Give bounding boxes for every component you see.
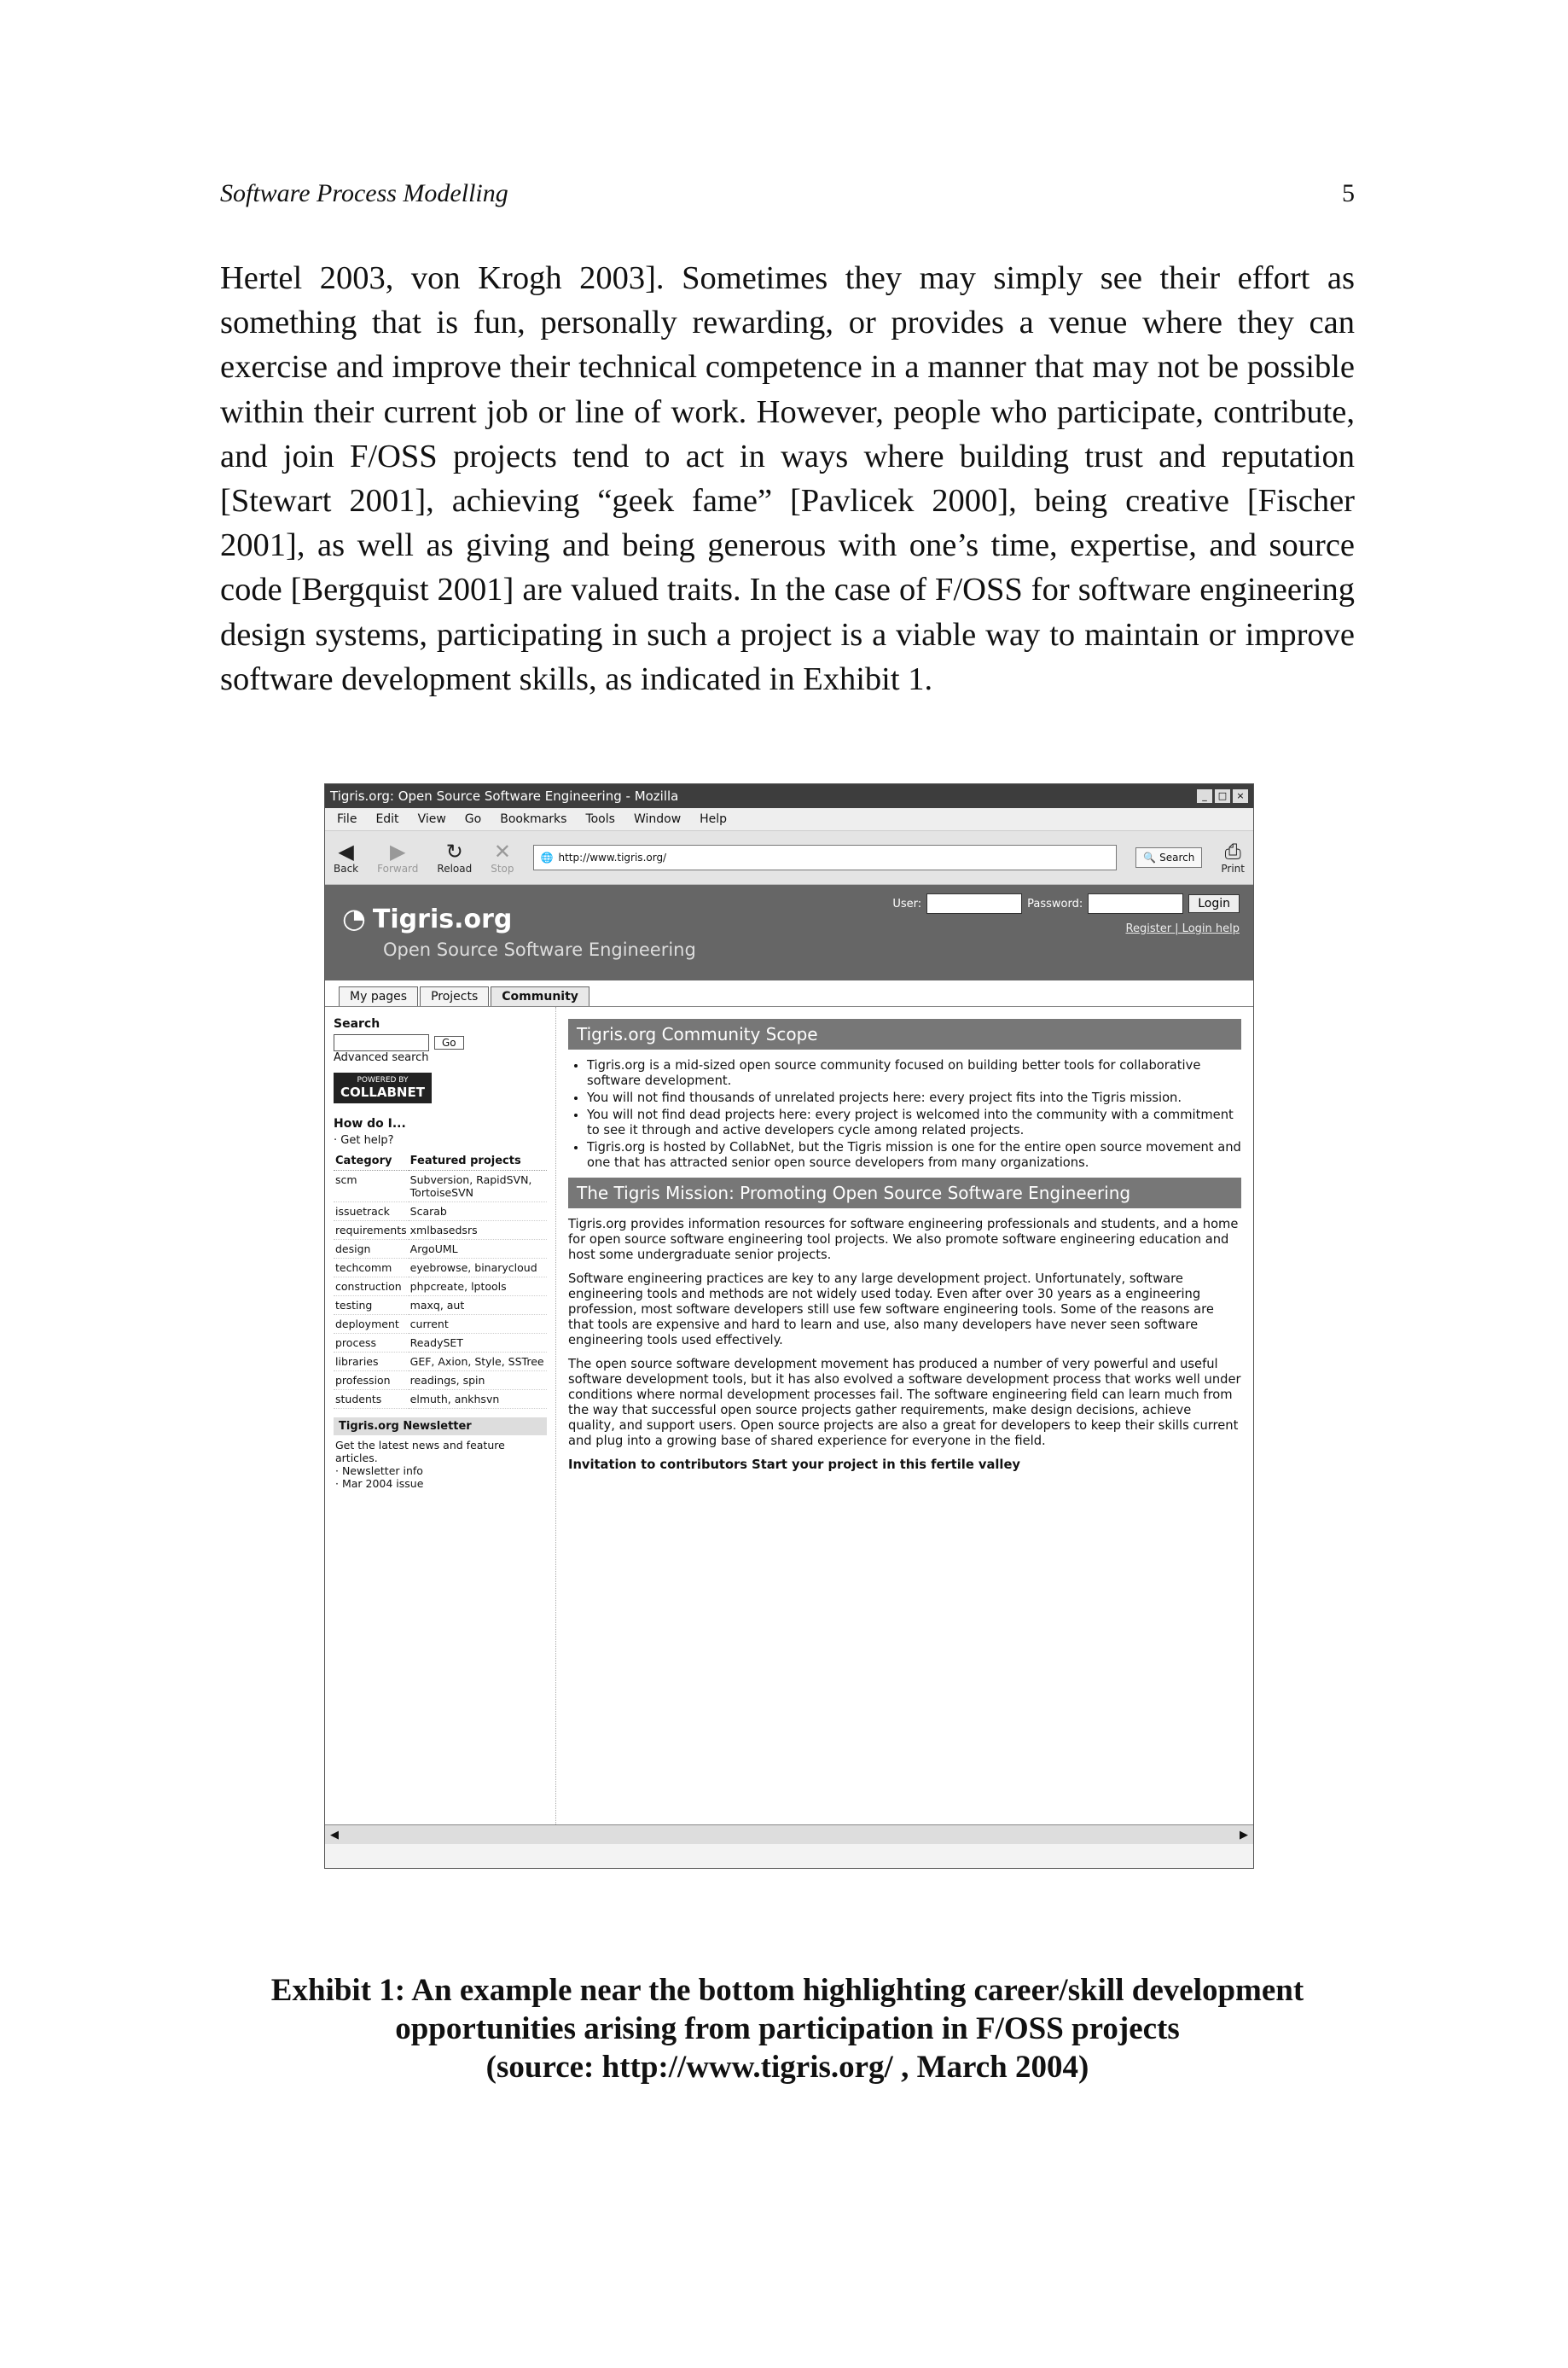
search-icon: 🔍 [1143,852,1157,864]
get-help-link[interactable]: · Get help? [334,1134,394,1147]
scope-heading: Tigris.org Community Scope [568,1019,1241,1050]
search-button[interactable]: 🔍 Search [1135,847,1202,868]
advanced-search-link[interactable]: Advanced search [334,1051,429,1064]
how-do-i-heading: How do I... [334,1117,406,1131]
menu-help[interactable]: Help [700,812,728,826]
invitation-link[interactable]: Invitation to contributors Start your project in this fertile valley [568,1457,1021,1472]
maximize-icon[interactable]: □ [1215,789,1230,803]
search-input[interactable] [334,1034,429,1051]
tab-community[interactable]: Community [491,986,589,1006]
newsletter-info-link[interactable]: · Newsletter info [335,1464,423,1477]
exhibit-screenshot [324,783,1254,1869]
site-banner [325,885,1253,980]
table-row: students elmuth, ankhsvn [334,1390,547,1409]
print-button[interactable]: ⎙ Print [1221,840,1245,875]
mission-paragraph: Software engineering practices are key to any large development project. Unfortunately, software engineering tools and methods are not widely used today. Even after over 30 years as a engineering profession, most software developers still use few software engineering tools. Some of the reasons are that tools are expensive and hard to learn and use, also many developers have never seen software engineering tools used effectively. [568,1271,1214,1347]
table-row: requirements xmlbasedsrs [334,1221,547,1240]
page-number: 5 [1342,179,1355,207]
main-content [556,1007,1253,1824]
back-button[interactable]: ◀ Back [334,840,359,875]
table-row: testing maxq, aut [334,1296,547,1315]
tigris-logo-icon: ◔ [342,902,366,934]
menu-go[interactable]: Go [464,812,482,826]
reload-icon: ↻ [445,840,463,864]
user-input[interactable] [926,893,1022,914]
back-arrow-icon: ◀ [338,840,354,864]
window-title: Tigris.org: Open Source Software Engineering - Mozilla [330,788,679,804]
table-row: profession readings, spin [334,1371,547,1390]
login-button[interactable]: Login [1188,894,1240,913]
stop-button[interactable]: ✕ Stop [491,840,514,875]
scroll-left-icon[interactable]: ◀ [330,1828,339,1841]
table-row: scm Subversion, RapidSVN, TortoiseSVN [334,1171,547,1202]
figure-caption: Exhibit 1: An example near the bottom highlighting career/skill development opportunities arising from participation in F/OSS projects (source: http://www.tigris.org/ , March 2004) [270,1973,1304,2085]
horizontal-scrollbar[interactable] [325,1824,1253,1844]
reload-button[interactable]: ↻ Reload [437,840,473,875]
mission-paragraph: The open source software development movement has produced a number of very powerful and useful software development tools, but it has also evolved a software development process that works well under conditions where normal development processes fail. The software engineering field can learn much from the way that successful open source projects gather requirements, make design decisions, achieve quality, and support users. Open source projects are also a great for developers to keep their skills current and plug into a growing base of shared experience for everyone in the field. [568,1357,1241,1448]
site-logo[interactable]: ◔ Tigris.org [342,902,513,934]
site-tabs [325,980,1253,1007]
category-table [334,1152,547,1409]
register-links[interactable]: Register | Login help [1125,922,1240,935]
table-row: techcomm eyebrowse, binarycloud [334,1259,547,1277]
body-paragraph: Hertel 2003, von Krogh 2003]. Sometimes they may simply see their effort as something that is fun, personally rewarding, or provides a venue where they can exercise and improve their technical competence in a manner that may not be possible within their current job or line of work. However, people who participate, contribute, and join F/OSS projects tend to act in ways where building trust and reputation [Stewart 2001], achieving “geek fame” [Pavlicek 2000], being creative [Fischer 2001], as well as giving and being generous with one’s time, expertise, and source code [Bergquist 2001] are valued traits. In the case of F/OSS for software engineering design systems, participating in such a project is a viable way to maintain or improve software development skills, as indicated in Exhibit 1. [220,260,1355,697]
featured-header: Featured projects [409,1152,547,1171]
mission-paragraph: Tigris.org provides information resources for software engineering professionals and students, and a home for open source software engineering tool projects. We also promote software engineering education and host some undergraduate senior projects. [568,1217,1239,1262]
menu-window[interactable]: Window [633,812,682,826]
scope-list [568,1058,1241,1171]
stop-icon: ✕ [493,840,511,864]
menu-tools[interactable]: Tools [585,812,615,826]
tab-my-pages[interactable]: My pages [339,986,418,1006]
list-item: • You will not find thousands of unrelated projects here: every project fits into the Tigris mission. [587,1091,1241,1106]
collabnet-logo[interactable]: POWERED BY COLLABNET [334,1073,432,1103]
page-icon: 🌐 [540,852,554,864]
list-item: • Tigris.org is a mid-sized open source community focused on building better tools for collaborative software development. [587,1058,1241,1089]
nav-toolbar [325,831,1253,885]
table-row: design ArgoUML [334,1240,547,1259]
site-tagline: Open Source Software Engineering [383,940,696,960]
menu-bookmarks[interactable]: Bookmarks [500,812,567,826]
newsletter-issue-link[interactable]: · Mar 2004 issue [335,1477,424,1490]
category-header: Category [334,1152,409,1171]
print-icon: ⎙ [1224,840,1241,864]
sidebar-search [334,1034,547,1051]
menu-file[interactable]: File [337,812,357,826]
table-row: construction phpcreate, lptools [334,1277,547,1296]
newsletter-box: Get the latest news and feature articles. · Newsletter info · Mar 2004 issue [334,1435,547,1493]
password-input[interactable] [1088,893,1183,914]
forward-arrow-icon: ▶ [390,840,406,864]
menu-edit[interactable]: Edit [375,812,399,826]
table-row: deployment current [334,1315,547,1334]
table-row: libraries GEF, Axion, Style, SSTree [334,1353,547,1371]
search-heading: Search [334,1017,380,1031]
minimize-icon[interactable]: _ [1197,789,1212,803]
menu-view[interactable]: View [417,812,446,826]
running-title: Software Process Modelling [220,179,508,207]
go-button[interactable]: Go [434,1036,464,1050]
newsletter-heading: Tigris.org Newsletter [334,1417,547,1435]
table-row: process ReadySET [334,1334,547,1353]
sidebar [325,1007,556,1824]
menu-bar [325,808,1253,831]
close-icon[interactable]: × [1233,789,1248,803]
window-titlebar [325,784,1253,808]
tab-projects[interactable]: Projects [420,986,489,1006]
list-item: • Tigris.org is hosted by CollabNet, but the Tigris mission is one for the entire open source movement and one that has attracted senior open source developers from many organizations. [587,1140,1241,1171]
login-form: User: Password: Login [892,893,1240,914]
mission-heading: The Tigris Mission: Promoting Open Source Software Engineering [568,1178,1241,1208]
url-bar[interactable]: 🌐 http://www.tigris.org/ [533,845,1118,870]
forward-button[interactable]: ▶ Forward [377,840,419,875]
scroll-right-icon[interactable]: ▶ [1240,1828,1248,1841]
page-content [325,1007,1253,1824]
table-row: issuetrack Scarab [334,1202,547,1221]
list-item: • You will not find dead projects here: every project is welcomed into the community with a commitment to see it through and active developers cycle among related projects. [587,1108,1241,1138]
page-header [220,179,1355,222]
